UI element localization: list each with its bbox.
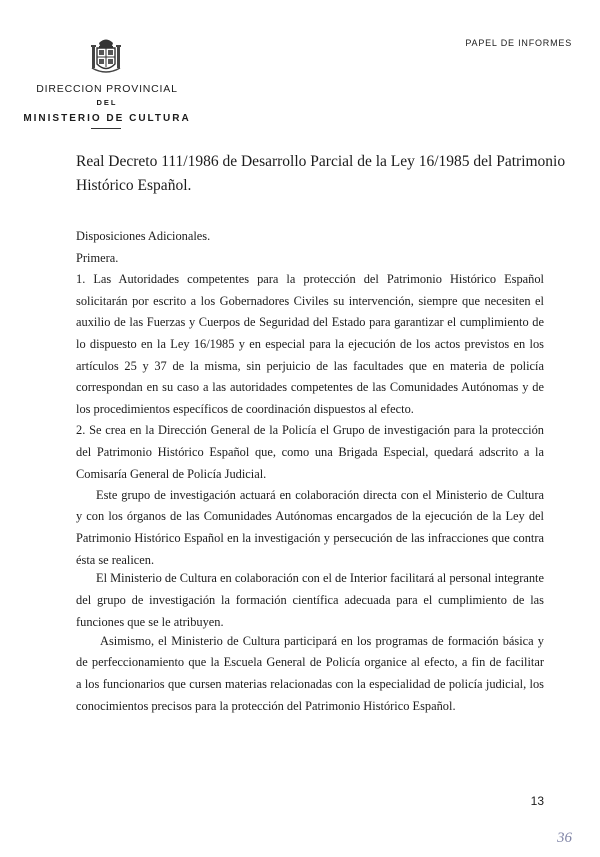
paragraph-line: los procedimientos específicos de coordinación dispuestos al efecto. <box>76 401 414 416</box>
office-line-2: DEL <box>96 98 118 107</box>
coat-of-arms-icon <box>90 36 122 76</box>
paragraph-line: artículos 25 y 37 de la misma, sin perjuicio de las facultades que en materia de policía <box>76 358 544 373</box>
paragraph-5 <box>76 631 544 717</box>
paragraph-line: de perfeccionamiento que la Escuela General de Policía organice al efecto, a fin de facilitar <box>76 655 544 670</box>
paragraph-line: Comisaría General de Policía Judicial. <box>76 466 267 481</box>
paragraph-line: conocimientos precisos para la protección del Patrimonio Histórico Español. <box>76 698 456 713</box>
paragraph-line: a los funcionarios que cursen materias relacionadas con la especialidad de policía judicial, los <box>76 676 544 691</box>
office-underline <box>91 128 121 129</box>
paragraph-line: lo dispuesto en la Ley 16/1985 y en especial para la ejecución de los actos previstos en los <box>76 336 544 351</box>
office-line-1: DIRECCION PROVINCIAL <box>36 83 178 95</box>
title-line: Real Decreto 111/1986 de Desarrollo Parcial de la Ley 16/1985 del Patrimonio <box>76 153 566 170</box>
paragraph-2 <box>76 420 544 485</box>
office-line-3: MINISTERIO DE CULTURA <box>23 113 191 124</box>
paragraph-line: Patrimonio Histórico Español en la investigación y persecución de las infracciones que contra <box>76 530 544 545</box>
paragraph-line: correspondan en su caso a las autoridades competentes de las Comunidades Autónomas y de <box>76 380 544 395</box>
paragraph-line: solicitarán por escrito a los Gobernadores Civiles su intervención, siempre que necesiten el <box>76 293 544 308</box>
disposiciones-section <box>76 226 544 269</box>
paragraph-line: El Ministerio de Cultura en colaboración con el de Interior facilitará al personal integrante <box>96 571 544 586</box>
paragraph-line: auxilio de las Fuerzas y Cuerpos de Seguridad del Estado para garantizar el cumplimiento de <box>76 315 544 330</box>
section-heading: Disposiciones Adicionales. <box>76 229 211 243</box>
paragraph-3 <box>76 485 544 571</box>
paragraph-line: 2. Se crea en la Dirección General de la Policía el Grupo de investigación para la protección <box>76 423 544 438</box>
paragraph-line: del Patrimonio Histórico Español que, como una Brigada Especial, quedará adscrito a la <box>76 444 544 459</box>
document-title <box>76 150 566 198</box>
paragraph-line: funciones que se le atribuyen. <box>76 614 224 629</box>
paragraph-1 <box>76 269 544 420</box>
paragraph-line: y con los órganos de las Comunidades Autónomas encargados de la ejecución de la Ley del <box>76 509 544 524</box>
handwritten-page-mark: 36 <box>557 830 572 846</box>
paragraph-line: Este grupo de investigación actuará en colaboración directa con el Ministerio de Cultura <box>96 487 544 502</box>
paragraph-line: del grupo de investigación la formación científica adecuada para el cumplimiento de las <box>76 592 544 607</box>
paragraph-line: Asimismo, el Ministerio de Cultura participará en los programas de formación básica y <box>100 633 544 648</box>
paper-label: PAPEL DE INFORMES <box>465 38 572 48</box>
paragraph-line: ésta se realicen. <box>76 552 155 567</box>
paragraph-4 <box>76 568 544 633</box>
section-subheading: Primera. <box>76 250 119 265</box>
page-number: 13 <box>530 794 544 808</box>
paragraph-line: 1. Las Autoridades competentes para la protección del Patrimonio Histórico Español <box>76 272 544 287</box>
title-line: Histórico Español. <box>76 177 192 194</box>
